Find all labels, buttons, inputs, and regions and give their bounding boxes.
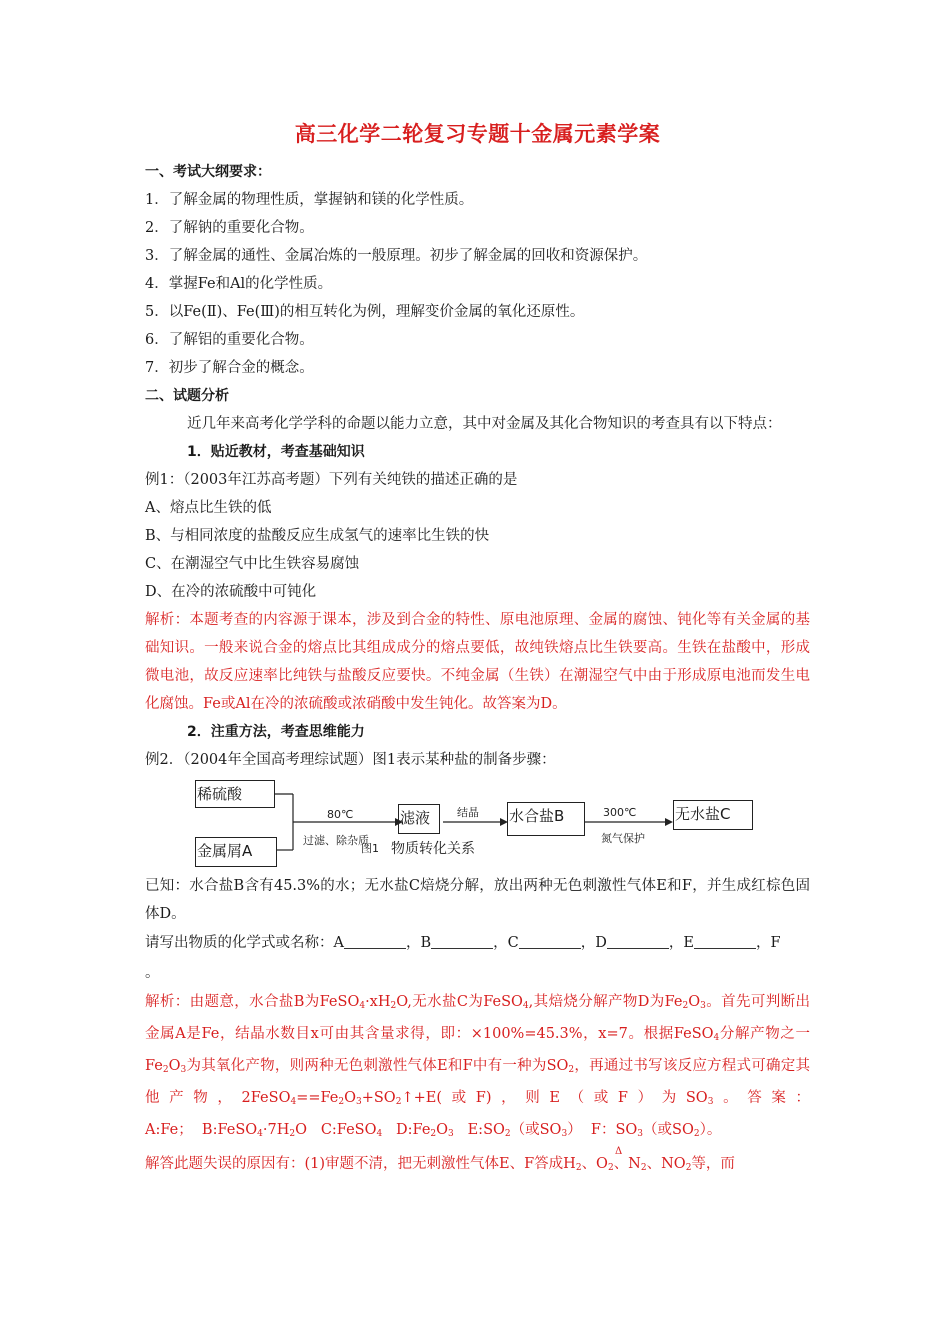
arrow3-condition: 氮气保护 xyxy=(601,832,645,845)
section-heading-analysis: 二、试题分析 xyxy=(145,388,229,404)
section-heading-syllabus: 一、考试大纲要求： xyxy=(145,164,271,180)
answer-blank-a[interactable] xyxy=(344,934,406,949)
example1-option: C、在潮湿空气中比生铁容易腐蚀 xyxy=(145,556,360,572)
example1-analysis: 解析：本题考查的内容源于课本，涉及到合金的特性、原电池原理、金属的腐蚀、钝化等有关金属的基础知识。一般来说合金的熔点比其组成成分的熔点要低，故纯铁熔点比生铁要高。生铁在盐酸中，形成微电池，故反应速率比纯铁与盐酸反应要快。不纯金属（生铁）在潮湿空气中由于形成原电池而发生电化腐蚀。Fe或Al在冷的浓硫酸或浓硝酸中发生钝化。故答案为D。 xyxy=(145,612,810,712)
syllabus-item: 4．掌握Fe和Al的化学性质。 xyxy=(145,276,333,292)
flow-box-anhydrous-salt-c: 无水盐C xyxy=(673,800,753,830)
arrow3-temperature: 300℃ xyxy=(603,806,637,819)
error-reason-text: 解答此题失误的原因有：(1)审题不清，把无刺激性气体E、F答成H xyxy=(145,1156,576,1172)
flow-box-filtrate: 滤液 xyxy=(398,804,440,834)
answer-blank-c[interactable] xyxy=(519,934,581,949)
example2-given: 已知：水合盐B含有45.3%的水；无水盐C焙烧分解，放出两种无色刺激性气体E和F，并生成红棕色固体D。 xyxy=(145,878,810,922)
process-flow-diagram xyxy=(145,778,810,870)
example1-option: A、熔点比生铁的低 xyxy=(145,500,272,516)
document-page xyxy=(145,118,810,1182)
example1-option: D、在冷的浓硫酸中可钝化 xyxy=(145,584,317,600)
flow-box-metal-scraps: 金属屑A xyxy=(195,837,277,867)
answer-a: 答案：A:Fe； xyxy=(145,1090,810,1138)
analysis-part2: 首先可判断出金属A是Fe，结晶水数目x可由其含量求得，即：×100%=45.3%，x=7。根据 xyxy=(145,994,811,1042)
subheading-methods: 2．注重方法，考查思维能力 xyxy=(187,724,365,740)
fill-prompt: 请写出物质的化学式或名称：A xyxy=(145,935,344,951)
syllabus-item: 7．初步了解合金的概念。 xyxy=(145,360,314,376)
fill-label-f: ，F xyxy=(755,935,781,951)
delta-symbol: Δ xyxy=(615,1146,623,1157)
syllabus-item: 1．了解金属的物理性质，掌握钠和镁的化学性质。 xyxy=(145,192,474,208)
subheading-basics: 1．贴近教材，考查基础知识 xyxy=(187,444,365,460)
arrow1-temperature: 80℃ xyxy=(327,808,354,821)
page-title: 高三化学二轮复习专题十金属元素学案 xyxy=(294,121,661,146)
arrow1-condition: 过滤、除杂质 xyxy=(303,834,369,847)
syllabus-item: 2．了解钠的重要化合物。 xyxy=(145,220,314,236)
analysis-end: 。 xyxy=(706,1122,722,1138)
example2-fill-blanks xyxy=(145,928,810,988)
answer-blank-d[interactable] xyxy=(607,934,669,949)
syllabus-item: 6．了解铝的重要化合物。 xyxy=(145,332,314,348)
figure-caption: 物质转化关系 xyxy=(391,841,475,857)
analysis-part1: 解析：由题意，水合盐B为FeSO xyxy=(145,994,360,1010)
fill-end: 。 xyxy=(145,965,160,981)
flow-box-dilute-sulfuric-acid: 稀硫酸 xyxy=(195,780,275,808)
syllabus-item: 5．以Fe(Ⅱ)、Fe(Ⅲ)的相互转化为例，理解变价金属的氧化还原性。 xyxy=(145,304,585,320)
fill-label-d: ，D xyxy=(580,935,607,951)
syllabus-item: 3．了解金属的通性、金属冶炼的一般原理。初步了解金属的回收和资源保护。 xyxy=(145,248,648,264)
intro-paragraph: 近几年来高考化学学科的命题以能力立意，其中对金属及其化合物知识的考查具有以下特点： xyxy=(187,416,782,432)
error-reason-line: Δ 解答此题失误的原因有：(1)审题不清，把无刺激性气体E、F答成$H_2$、$O_2$、$N_2$、$NO_2$等，而 xyxy=(145,1150,810,1182)
example2-analysis: 解析：由题意，水合盐B为$FeSO_4\cdot xH_2O$,无水盐C为FeSO$_4$,其焙烧分解产物D为$Fe_2O_3$。首先可判断出金属A是Fe，结晶水数目x可由其含量求得，即：×100%=45.3%，x=7。根据FeSO$_4$分解产物之一$Fe_2O_3$为其氧化产物，则两种无色刺激性气体E和F中有一种为$SO_2$，再通过书写该反应方程式可确定其他产物，$2FeSO_4==Fe_2O_3+SO_2↑+E$(或F)，则E（或F）为$SO_3$。答案：A:Fe； $B:FeSO_4\cdot 7H_2O$ C:FeSO$_4$ $D:Fe_2O_3$ $E:SO_2$（或$SO_3$） F：$SO_3$（或$SO_2$）。 xyxy=(145,994,811,1139)
answer-blank-e[interactable] xyxy=(694,934,756,949)
flow-box-hydrated-salt-b: 水合盐B xyxy=(507,802,585,836)
answer-blank-b[interactable] xyxy=(431,934,493,949)
example2-question: 例2．（2004年全国高考理综试题）图1表示某种盐的制备步骤： xyxy=(145,752,556,768)
fill-label-c: ，C xyxy=(493,935,519,951)
example1-option: B、与相同浓度的盐酸反应生成氢气的速率比生铁的快 xyxy=(145,528,490,544)
fill-label-e: ，E xyxy=(668,935,694,951)
fill-label-b: ，B xyxy=(405,935,432,951)
example1-question: 例1：（2003年江苏高考题）下列有关纯铁的描述正确的是 xyxy=(145,472,518,488)
figure-number: 图1 xyxy=(361,842,379,855)
arrow2-crystallize: 结晶 xyxy=(457,806,479,819)
